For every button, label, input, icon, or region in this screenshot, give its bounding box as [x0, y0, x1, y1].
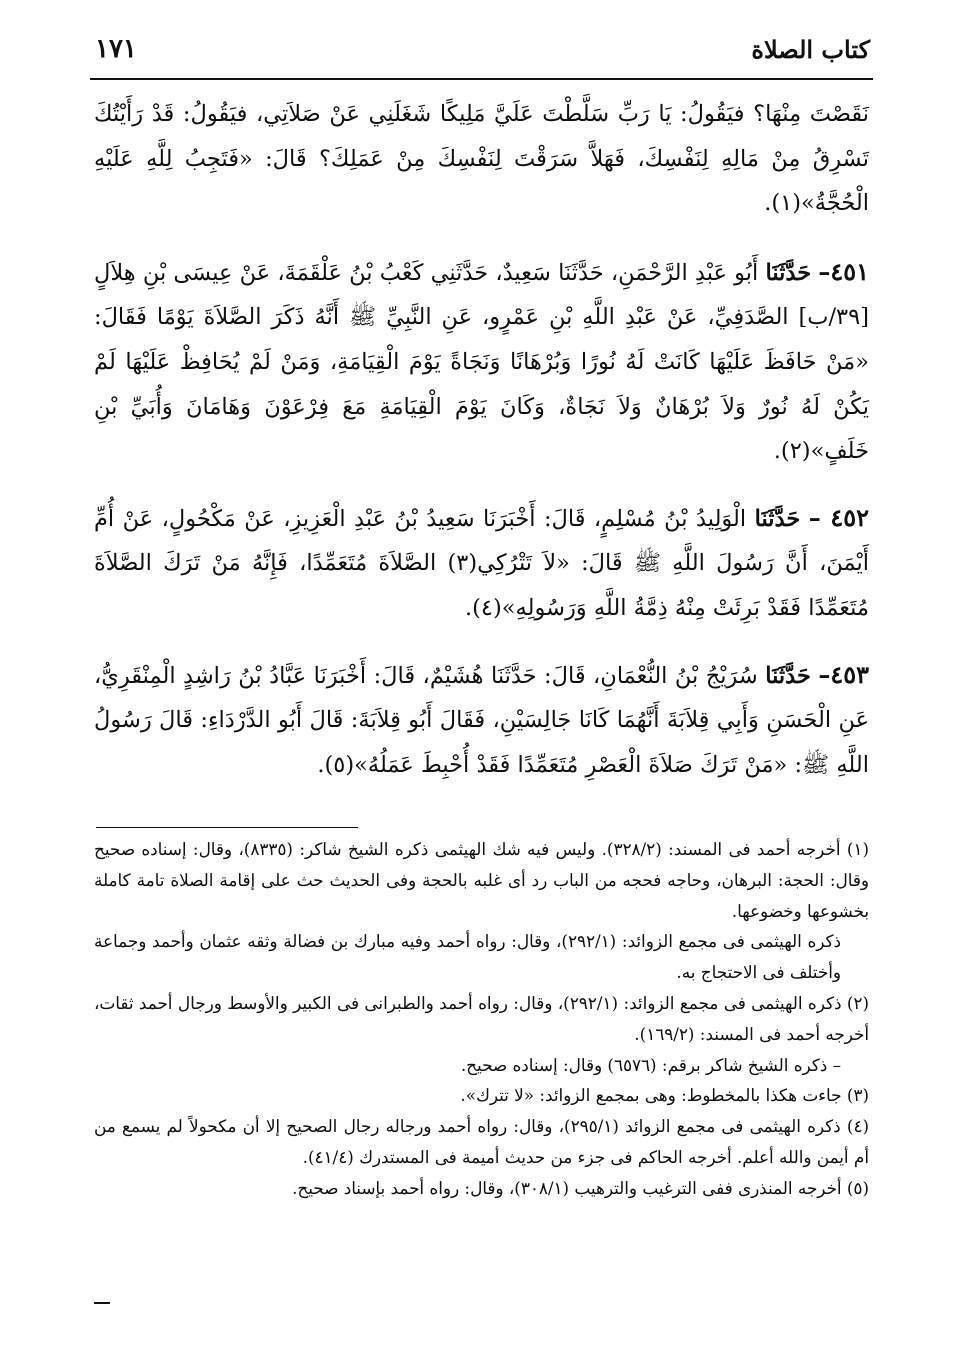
footnote-3: (٣) جاءت هكذا بالمخطوط: وهى بمجمع الزوائد: «لا تترك». [460, 1085, 869, 1106]
hadith-452 [94, 496, 869, 631]
hadith-text: أَبُو عَبْدِ الرَّحْمَنِ، حَدَّثَنَا سَعِيدٌ، حَدَّثَنِي كَعْبُ بْنُ عَلْقَمَةَ، عَنْ عِيسَى بْنِ هِلاَلٍ [٣٩/ب] الصَّدَفِيِّ، عَنْ عَبْدِ اللَّهِ بْنِ عَمْرٍو، عَنِ النَّبِيِّ ﷺ أَنَّهُ ذَكَرَ الصَّلاَةَ يَوْمًا فَقَالَ: «مَنْ حَافَظَ عَلَيْهَا كَانَتْ لَهُ نُورًا وَبُرْهَانًا وَنَجَاةً يَوْمَ الْقِيَامَةِ، وَمَنْ لَمْ يُحَافِظْ عَلَيْهَا لَمْ يَكُنْ لَهُ نُورٌ وَلاَ بُرْهَانٌ وَلاَ نَجَاةٌ، وَكَانَ يَوْمَ الْقِيَامَةِ مَعَ فِرْعَوْنَ وَهَامَانَ وَأُبَيِّ بْنِ خَلَفٍ»(٢). [94, 259, 869, 465]
hadith-opening: حَدَّثَنَا [765, 662, 811, 689]
header-rule [90, 78, 873, 80]
hadith-text: سُرَيْجُ بْنُ النُّعْمَانِ، قَالَ: حَدَّثَنَا هُشَيْمٌ، قَالَ: أَخْبَرَنَا عَبَّادُ بْنُ رَاشِدٍ الْمِنْقَرِيُّ، عَنِ الْحَسَنِ وَأَبِي قِلاَبَةَ أَنَّهُمَا كَانَا جَالِسَيْنِ، فَقَالَ أَبُو قِلاَبَةَ: قَالَ أَبُو الدَّرْدَاءِ: قَالَ رَسُولُ اللَّهِ ﷺ: «مَنْ تَرَكَ صَلاَةَ الْعَصْرِ مُتَعَمِّدًا فَقَدْ أُحْبِطَ عَمَلُهُ»(٥). [94, 662, 869, 778]
hadith-number: ٤٥٣– [818, 659, 869, 689]
footnote-separator [96, 827, 358, 828]
hadith-opening: حَدَّثَنَا [765, 259, 812, 286]
footnote-1: (١) أخرجه أحمد فى المسند: (٣٢٨/٢). وليس فيه شك الهيثمى ذكره الشيخ شاكر: (٨٣٣٥)، وقال: إسناده صحيح وقال: الحجة: البرهان، وحاجه فحجه من الباب رد أى غلبه بالحجة وفى الحديث حث على إقامة الصلاة تامة كاملة بخشوعها وخضوعها. [94, 839, 869, 921]
page-number: ١٧١ [95, 34, 137, 64]
hadith-453 [94, 653, 869, 788]
footnote-2-cont: – ذكره الشيخ شاكر برقم: (٦٥٧٦) وقال: إسناده صحيح. [460, 1054, 841, 1075]
hadith-number: ٤٥٢ – [808, 502, 869, 532]
footnote-5: (٥) أخرجه المنذرى ففى الترغيب والترهيب (٣٠٨/١)، وقال: رواه أحمد بإسناد صحيح. [292, 1177, 869, 1198]
hadith-opening: حَدَّثَنَا [754, 505, 801, 532]
footnote-1-cont: ذكره الهيثمى فى مجمع الزوائد: (٢٩٢/١)، وقال: رواه أحمد وفيه مبارك بن فضالة وثقه عثمان وأحمد وجماعة وأختلف فى الاحتجاج به. [94, 931, 841, 983]
page-header [95, 34, 870, 64]
continued-paragraph: نَقَصْتَ مِنْهَا؟ فيَقُولُ: يَا رَبِّ سَلَّطْتَ عَلَيَّ مَلِيكًا شَغَلَنِي عَنْ صَلاَتِي، فيَقُولُ: قَدْ رَأَيْتُكَ تَسْرِقُ مِنْ مَالِهِ لِنَفْسِكَ، فَهَلاَّ سَرَقْتَ لِنَفْسِكَ مِنْ عَمَلِكَ؟ قَالَ: «فَتَجِبُ لِلَّهِ عَلَيْهِ الْحُجَّةُ»(١). [94, 101, 869, 217]
chapter-title: كتاب الصلاة [751, 35, 870, 64]
hadith-451 [94, 250, 869, 474]
continuation-dash [94, 1302, 110, 1304]
footnote-4: (٤) ذكره الهيثمى فى مجمع الزوائد (٢٩٥/١)، وقال: رواه أحمد ورجاله رجال الصحيح إلا أن مكحولاً لم يسمع من أم أيمن والله أعلم. أخرجه الحاكم فى جزء من حديث أميمة فى المستدرك (٤١/٤). [94, 1116, 870, 1167]
hadith-text: الْوَلِيدُ بْنُ مُسْلِمٍ، قَالَ: أَخْبَرَنَا سَعِيدُ بْنُ عَبْدِ الْعَزِيزِ، عَنْ مَكْحُولٍ، عَنْ أُمِّ أَيْمَنَ، أَنَّ رَسُولَ اللَّهِ ﷺ قَالَ: «لاَ تَتْرُكِي(٣) الصَّلاَةَ مُتَعَمِّدًا، فَإِنَّهُ مَنْ تَرَكَ الصَّلاَةَ مُتَعَمِّدًا فَقَدْ بَرِئَتْ مِنْهُ ذِمَّةُ اللَّهِ وَرَسُولِهِ»(٤). [94, 505, 869, 621]
footnotes [94, 834, 869, 1204]
footnote-2: (٢) ذكره الهيثمى فى مجمع الزوائد: (٢٩٢/١)، وقال: رواه أحمد والطبرانى فى الكبير والأوسط ورجال أحمد ثقات، أخرجه أحمد فى المسند: (١٦٩/٢). [94, 992, 869, 1044]
main-text [94, 92, 869, 809]
hadith-number: ٤٥١– [818, 256, 870, 286]
